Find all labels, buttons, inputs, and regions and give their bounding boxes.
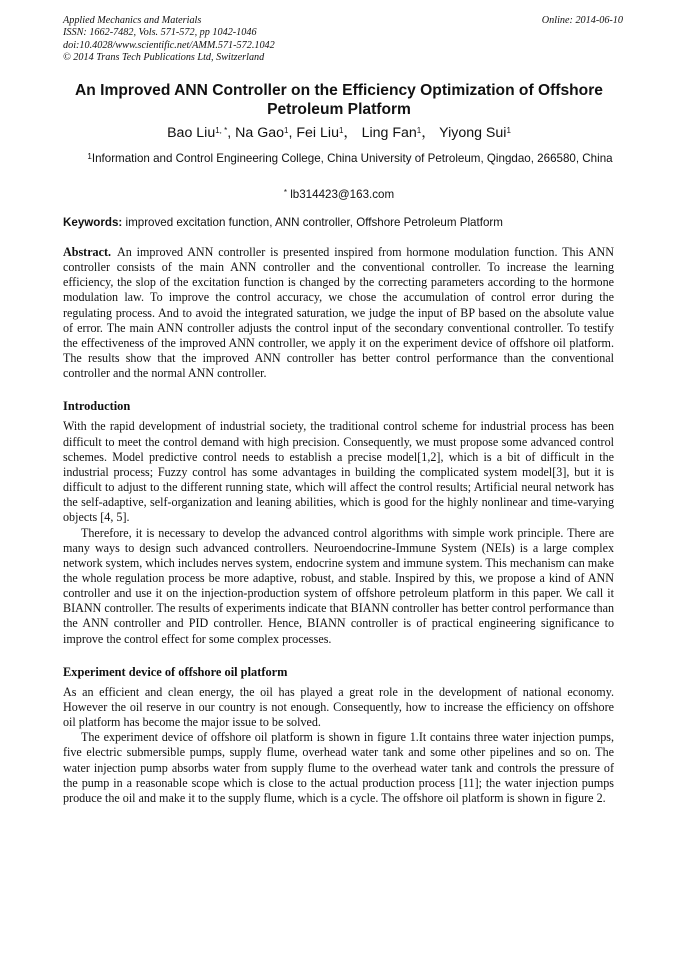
section-heading-introduction: Introduction — [63, 399, 131, 414]
author-affiliation-mark: 1 — [506, 126, 511, 135]
journal-header — [63, 15, 623, 65]
section-heading-experiment: Experiment device of offshore oil platform — [63, 664, 288, 679]
abstract-label: Abstract. — [63, 245, 112, 259]
affiliation-text: Information and Control Engineering College, China University of Petroleum, Qingdao, 266580, China — [91, 152, 613, 165]
paragraph: With the rapid development of industrial society, the traditional control scheme for industrial process has been difficult to meet the control demand with high precision. Consequently, we must propose some advanced control schemes. Model predictive control needs to establish a precise model[1,2], which is a bit of difficult in the industrial process; Fuzzy control has some advantages in building the complicated system model[3], but it is difficult to adjust to the different running state, which will affect the control results; Artificial neural network has the self-adaptive, self-organization and leaning abilities, which is good for the highly nonlinear and time-varying objects [4, 5]. — [63, 419, 614, 525]
author-name: Bao Liu — [167, 125, 216, 141]
author-name: Na Gao — [235, 125, 285, 141]
author-separator: ， — [343, 125, 358, 141]
abstract — [63, 245, 614, 381]
author-affiliation-mark: 1 — [338, 126, 344, 135]
email-text: lb314423@163.com — [290, 188, 395, 201]
author-affiliation-mark: 1 — [284, 126, 289, 135]
paragraph: As an efficient and clean energy, the oil has played a great role in the development of national economy. However the oil reserve in our country is not enough. Consequently, how to increase the efficiency on offshore oil platform has become the major issue to be solved. — [63, 684, 614, 730]
author-affiliation-mark: 1 — [416, 126, 422, 135]
journal-name: Applied Mechanics and Materials — [63, 15, 202, 26]
paper-body — [63, 245, 614, 806]
abstract-text: An improved ANN controller is presented inspired from hormone modulation function. This ANN controller consists of the main ANN controller and the conventional controller. To increase the learning efficiency, the slop of the excitation function is changed by the correcting parameters according to the hormone modulation law. To improve the control accuracy, we chose the accumulation of control error during the regulating process. And to avoid the integrated saturation, we judge the input of BP based on the absolute value of error. The main ANN controller adjusts the control input of the secondary conventional controller. To testify the effectiveness of the improved ANN controller, we apply it on the experiment device of offshore oil platform. The results show that the improved ANN controller has better control performance than the conventional controller and the normal ANN controller. — [63, 245, 614, 381]
author-name: Yiyong Sui — [439, 125, 507, 141]
author-name: Ling Fan — [361, 125, 417, 141]
keywords-label: Keywords: — [63, 216, 123, 229]
journal-doi: doi:10.4028/www.scientific.net/AMM.571-572.1042 — [63, 39, 275, 51]
author-name: Fei Liu — [296, 125, 339, 141]
keywords-text: improved excitation function, ANN controller, Offshore Petroleum Platform — [125, 216, 503, 229]
affiliation-mark: 1 — [87, 152, 92, 161]
author-separator: , — [227, 125, 236, 141]
author-affiliation-mark: 1, * — [215, 126, 228, 135]
paragraph: Therefore, it is necessary to develop the advanced control algorithms with simple work principle. There are many ways to design such advanced controllers. Neuroendocrine-Immune System (NEIs) is a large complex network system, which includes nerves system, endocrine system and immune system. This mechanism can make the whole regulation process be more adaptive, robust, and stable. Inspired by this, we propose a kind of ANN controller and use it on the injection-production system of offshore petroleum platform in this paper. We call it BIANN controller. The results of experiments indicate that BIANN controller has better control performance than the ANN controller and PID controller. Hence, BIANN controller is of practical engineering significance to improve the control effect for some complex processes. — [63, 525, 614, 646]
author-list — [50, 124, 628, 142]
author-separator: , — [288, 125, 297, 141]
keywords — [63, 215, 618, 230]
affiliation — [80, 151, 620, 167]
online-date: Online: 2014-06-10 — [541, 15, 623, 26]
corresponding-email — [50, 187, 628, 202]
paragraph: The experiment device of offshore oil platform is shown in figure 1.It contains three water injection pumps, five electric submersible pumps, supply flume, overhead water tank and some other pipelines and so on. The water injection pump absorbs water from supply flume to the overhead water tank and controls the pressure of the pump in a reasonable scope which is close to the actual production process [11]; the water injection pumps produce the oil and make it to the supply flume, which is a cycle. The offshore oil platform is shown in figure 2. — [63, 730, 614, 805]
author-separator: ， — [421, 125, 436, 141]
paper-title: An Improved ANN Controller on the Efficiency Optimization of Offshore Petroleum Platform — [75, 82, 603, 118]
journal-issn: ISSN: 1662-7482, Vols. 571-572, pp 1042-1046 — [63, 27, 257, 39]
email-mark: * — [283, 188, 287, 197]
journal-copyright: © 2014 Trans Tech Publications Ltd, Switzerland — [63, 52, 265, 64]
